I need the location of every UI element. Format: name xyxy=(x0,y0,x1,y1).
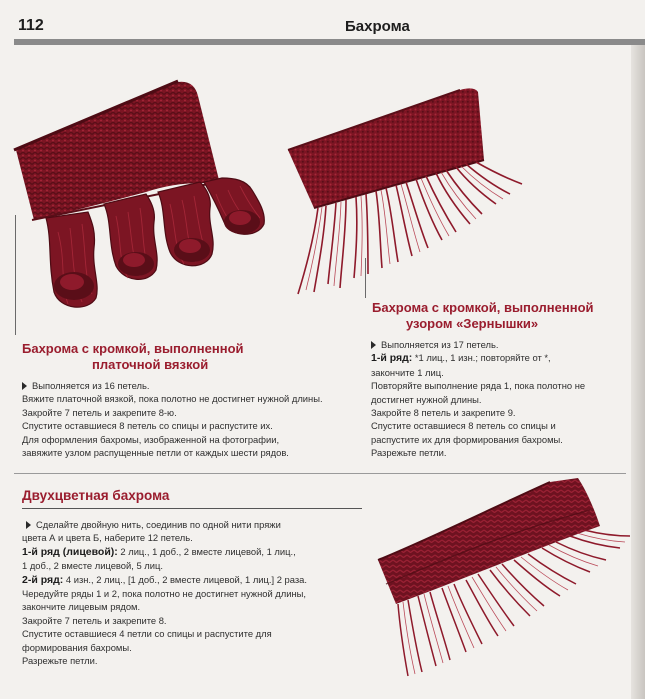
instruction-line: распустите их для формирования бахромы. xyxy=(371,433,563,445)
instruction-line: формирования бахромы. xyxy=(22,641,132,653)
header-rule xyxy=(14,39,645,45)
instruction-line: Спустите оставшиеся 8 петель со спицы и xyxy=(371,420,556,432)
arrow-bullet-icon xyxy=(22,382,27,390)
instruction-line: 1 доб., 2 вместе лицевой, 5 лиц. xyxy=(22,560,163,572)
caption-line-1 xyxy=(15,215,16,335)
instruction-line: Спустите оставшиеся 4 петли со спицы и распустите для xyxy=(22,628,272,640)
page-number: 112 xyxy=(18,17,44,34)
photo-two-color-fringe xyxy=(372,468,634,690)
instruction-line: Чередуйте ряды 1 и 2, пока полотно не достигнет нужной длины, xyxy=(22,588,307,600)
instruction-line: закончите 1 лиц. xyxy=(371,366,444,378)
arrow-bullet-icon xyxy=(26,521,31,529)
section-body-two-color xyxy=(22,518,307,667)
instruction-line: закончите лицевым рядом. xyxy=(22,601,141,613)
instruction-line: Повторяйте выполнение ряда 1, пока полотно не xyxy=(371,380,586,392)
title-underline xyxy=(22,508,362,509)
instruction-line: Разрежьте петли. xyxy=(22,655,98,667)
instruction-line: Вяжите платочной вязкой, пока полотно не достигнет нужной длины. xyxy=(22,393,323,405)
instruction-line: Разрежьте петли. xyxy=(371,447,447,459)
instruction-line: Выполняется из 17 петель. xyxy=(371,338,585,351)
instruction-line: завяжите узлом распущенные петли от каждых шести рядов. xyxy=(22,447,289,459)
photo-knotted-fringe xyxy=(8,72,298,324)
section-title-two-color: Двухцветная бахрома xyxy=(22,488,170,503)
section-body-kerchief xyxy=(22,379,323,459)
instruction-line: Для оформления бахромы, изображенной на фотографии, xyxy=(22,433,280,445)
caption-line-2 xyxy=(365,258,366,298)
instruction-line: Спустите оставшиеся 8 петель со спицы и распустите их. xyxy=(22,420,273,432)
instruction-line: 1-й ряд: *1 лиц., 1 изн.; повторяйте от *, xyxy=(371,352,551,365)
instruction-line: цвета А и цвета Б, наберите 12 петель. xyxy=(22,532,193,544)
instruction-line: Закройте 7 петель и закрепите 8-ю. xyxy=(22,406,177,418)
arrow-bullet-icon xyxy=(371,341,376,349)
section-body-seed-stitch xyxy=(371,338,585,460)
instruction-line: 1-й ряд (лицевой): 2 лиц., 1 доб., 2 вместе лицевой, 1 лиц., xyxy=(22,545,296,558)
instruction-line: Выполняется из 16 петель. xyxy=(22,379,323,392)
photo-seed-stitch-fringe xyxy=(284,78,574,300)
instruction-line: Закройте 8 петель и закрепите 9. xyxy=(371,407,516,419)
instruction-line: достигнет нужной длины. xyxy=(371,393,482,405)
instruction-line: 2-й ряд: 4 изн., 2 лиц., [1 доб., 2 вместе лицевой, 1 лиц.] 2 раза. xyxy=(22,573,307,586)
instruction-line: Закройте 7 петель и закрепите 8. xyxy=(22,614,167,626)
chapter-title: Бахрома xyxy=(345,18,410,35)
instruction-line: Сделайте двойную нить, соединив по одной нити пряжи xyxy=(22,518,307,531)
section-title-seed-stitch: Бахрома с кромкой, выполненной узором «Зернышки» xyxy=(372,300,594,331)
section-title-kerchief: Бахрома с кромкой, выполненной платочной вязкой xyxy=(22,341,244,372)
